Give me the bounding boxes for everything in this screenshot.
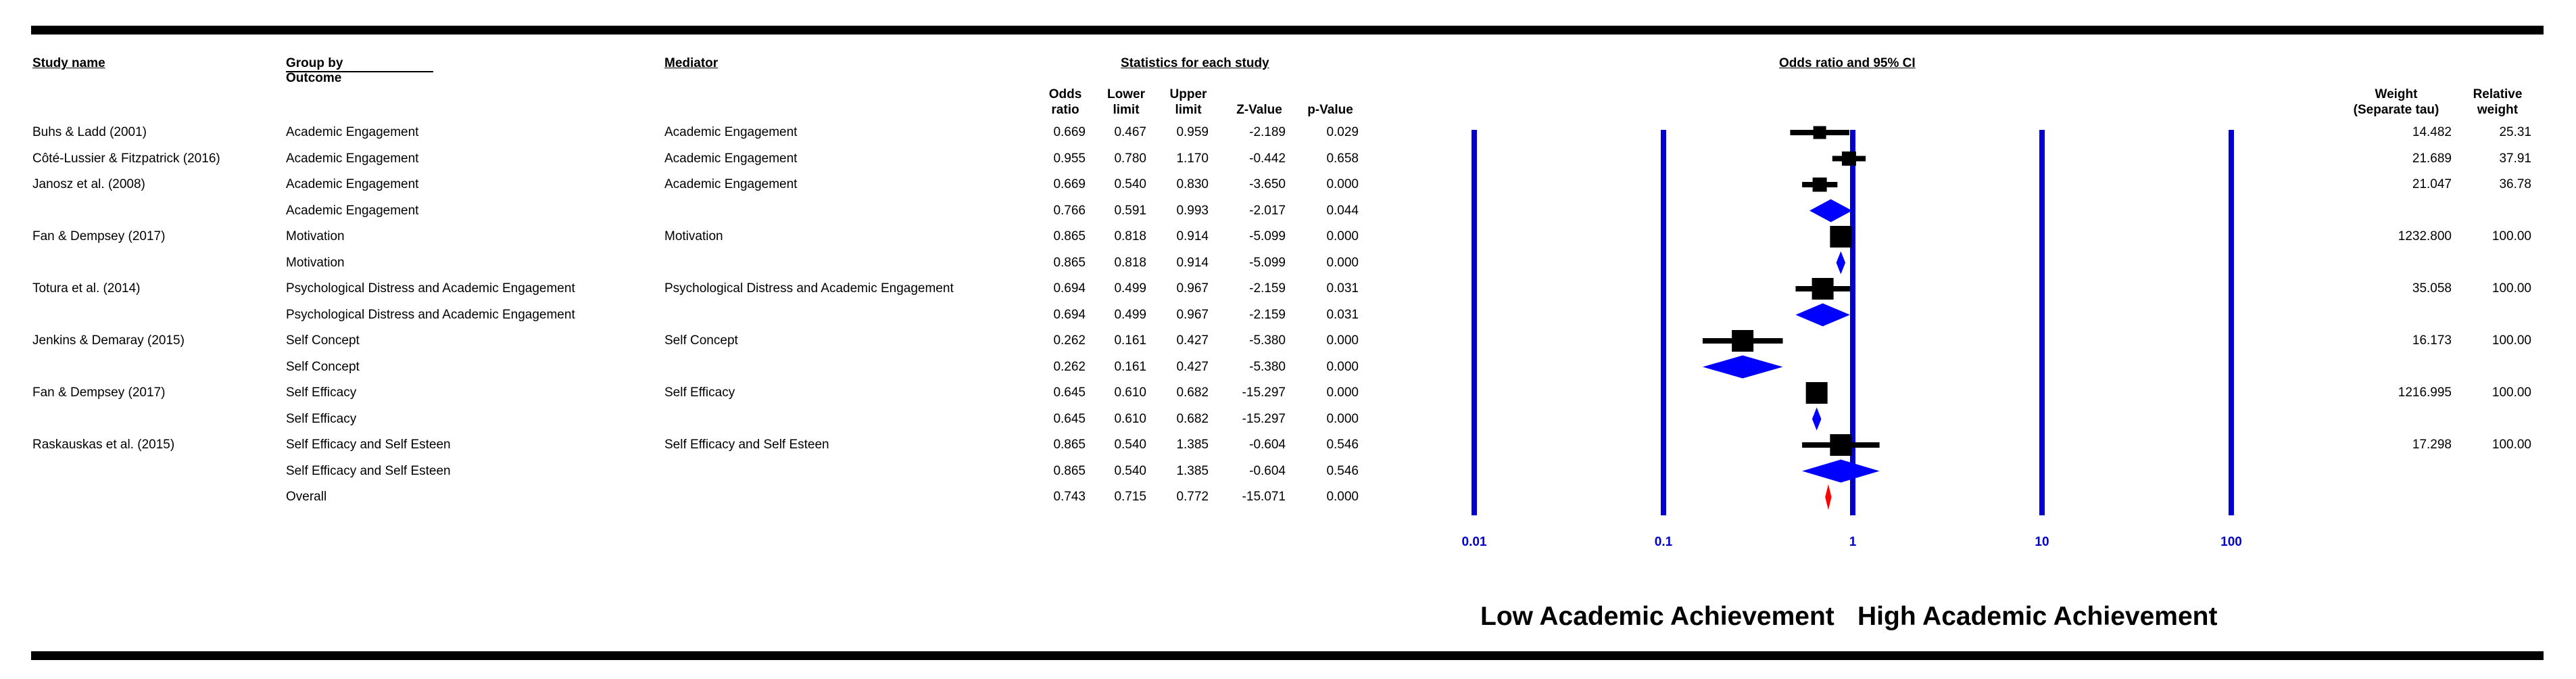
cell-outcome: Psychological Distress and Academic Engagement: [286, 307, 575, 322]
cell-odds-ratio: 0.865: [1053, 463, 1086, 478]
cell-study: Raskauskas et al. (2015): [32, 438, 175, 452]
gridline: [2229, 130, 2234, 515]
cell-outcome: Academic Engagement: [286, 125, 419, 139]
point-estimate: [1813, 178, 1827, 192]
cell-outcome: Motivation: [286, 229, 345, 243]
cell-lower-limit: 0.540: [1114, 438, 1146, 452]
cell-p-value: 0.658: [1326, 151, 1359, 166]
cell-p-value: 0.000: [1326, 255, 1359, 270]
cell-relative-weight: 100.00: [2492, 333, 2531, 348]
cell-odds-ratio: 0.645: [1053, 385, 1086, 400]
cell-relative-weight: 100.00: [2492, 229, 2531, 243]
cell-p-value: 0.000: [1326, 411, 1359, 426]
cell-weight: 17.298: [2412, 438, 2452, 452]
cell-odds-ratio: 0.865: [1053, 255, 1086, 270]
cell-weight: 16.173: [2412, 333, 2452, 348]
cell-outcome: Academic Engagement: [286, 177, 419, 191]
cell-odds-ratio: 0.694: [1053, 281, 1086, 296]
cell-p-value: 0.546: [1326, 438, 1359, 452]
header-weight: Weight (Separate tau): [2353, 87, 2439, 117]
header-group-by-label: Group by: [286, 56, 433, 72]
cell-upper-limit: 0.959: [1176, 125, 1209, 139]
cell-mediator: Academic Engagement: [664, 125, 798, 139]
cell-p-value: 0.031: [1326, 307, 1359, 322]
cell-outcome: Self Efficacy and Self Esteen: [286, 463, 451, 478]
cell-lower-limit: 0.499: [1114, 307, 1146, 322]
cell-weight: 21.689: [2412, 151, 2452, 166]
cell-study: Buhs & Ladd (2001): [32, 125, 147, 139]
cell-relative-weight: 100.00: [2492, 438, 2531, 452]
cell-z-value: -5.099: [1249, 229, 1286, 243]
cell-z-value: -2.159: [1249, 281, 1286, 296]
cell-lower-limit: 0.161: [1114, 359, 1146, 374]
cell-weight: 35.058: [2412, 281, 2452, 296]
cell-z-value: -2.159: [1249, 307, 1286, 322]
cell-relative-weight: 36.78: [2499, 177, 2531, 191]
cell-weight: 1232.800: [2398, 229, 2452, 243]
cell-mediator: Psychological Distress and Academic Engagement: [664, 281, 954, 296]
cell-p-value: 0.000: [1326, 229, 1359, 243]
cell-mediator: Academic Engagement: [664, 151, 798, 166]
cell-outcome: Self Efficacy: [286, 385, 357, 400]
point-estimate: [1812, 278, 1834, 300]
point-estimate: [1806, 382, 1828, 404]
subtotal-diamond: [1795, 304, 1849, 327]
cell-lower-limit: 0.161: [1114, 333, 1146, 348]
gridline: [1661, 130, 1666, 515]
cell-study: Fan & Dempsey (2017): [32, 229, 166, 243]
cell-relative-weight: 25.31: [2499, 125, 2531, 139]
cell-odds-ratio: 0.669: [1053, 125, 1086, 139]
header-study-name: Study name: [32, 56, 105, 70]
cell-odds-ratio: 0.262: [1053, 359, 1086, 374]
cell-upper-limit: 0.914: [1176, 229, 1209, 243]
bottom-rule: [31, 651, 2544, 660]
cell-mediator: Self Efficacy: [664, 385, 735, 400]
header-odds-ratio: Odds ratio: [1048, 87, 1082, 117]
cell-odds-ratio: 0.865: [1053, 229, 1086, 243]
cell-upper-limit: 0.967: [1176, 281, 1209, 296]
gridline: [1850, 130, 1855, 515]
cell-relative-weight: 100.00: [2492, 281, 2531, 296]
header-p-value: p-Value: [1307, 103, 1353, 117]
header-upper-limit: Upper limit: [1169, 87, 1207, 117]
cell-study: Côté-Lussier & Fitzpatrick (2016): [32, 151, 220, 166]
cell-upper-limit: 1.385: [1176, 438, 1209, 452]
header-lower-limit: Lower limit: [1107, 87, 1145, 117]
cell-p-value: 0.000: [1326, 177, 1359, 191]
cell-p-value: 0.044: [1326, 203, 1359, 218]
cell-mediator: Motivation: [664, 229, 723, 243]
cell-z-value: -15.071: [1242, 490, 1286, 504]
cell-outcome: Self Efficacy: [286, 411, 357, 426]
cell-upper-limit: 0.427: [1176, 359, 1209, 374]
cell-odds-ratio: 0.262: [1053, 333, 1086, 348]
subtotal-diamond: [1837, 252, 1845, 275]
point-estimate: [1830, 226, 1851, 248]
cell-lower-limit: 0.818: [1114, 255, 1146, 270]
x-tick-label: 0.1: [1654, 535, 1673, 549]
subtotal-diamond: [1802, 460, 1880, 483]
cell-outcome: Self Concept: [286, 359, 360, 374]
subtotal-diamond: [1812, 408, 1822, 431]
cell-lower-limit: 0.818: [1114, 229, 1146, 243]
cell-z-value: -5.380: [1249, 359, 1286, 374]
point-estimate: [1842, 151, 1856, 166]
cell-upper-limit: 0.914: [1176, 255, 1209, 270]
cell-z-value: -3.650: [1249, 177, 1286, 191]
cell-p-value: 0.000: [1326, 333, 1359, 348]
cell-outcome: Self Efficacy and Self Esteen: [286, 438, 451, 452]
cell-p-value: 0.546: [1326, 463, 1359, 478]
cell-study: Janosz et al. (2008): [32, 177, 145, 191]
cell-outcome: Academic Engagement: [286, 151, 419, 166]
point-estimate: [1732, 330, 1753, 352]
cell-mediator: Self Concept: [664, 333, 738, 348]
cell-lower-limit: 0.467: [1114, 125, 1146, 139]
cell-z-value: -5.380: [1249, 333, 1286, 348]
cell-upper-limit: 0.772: [1176, 490, 1209, 504]
cell-z-value: -0.604: [1249, 463, 1286, 478]
gridline: [2039, 130, 2045, 515]
cell-upper-limit: 0.967: [1176, 307, 1209, 322]
cell-mediator: Self Efficacy and Self Esteen: [664, 438, 829, 452]
cell-relative-weight: 37.91: [2499, 151, 2531, 166]
cell-weight: 21.047: [2412, 177, 2452, 191]
cell-lower-limit: 0.715: [1114, 490, 1146, 504]
cell-z-value: -15.297: [1242, 411, 1286, 426]
axis-label-low: Low Academic Achievement: [1480, 602, 1834, 631]
cell-outcome: Psychological Distress and Academic Engagement: [286, 281, 575, 296]
cell-p-value: 0.000: [1326, 359, 1359, 374]
header-mediator: Mediator: [664, 56, 719, 70]
x-tick-label: 1: [1849, 535, 1857, 549]
cell-upper-limit: 0.682: [1176, 385, 1209, 400]
header-statistics: Statistics for each study: [1121, 56, 1269, 70]
cell-outcome: Overall: [286, 490, 327, 504]
cell-lower-limit: 0.540: [1114, 177, 1146, 191]
cell-z-value: -0.442: [1249, 151, 1286, 166]
cell-upper-limit: 1.385: [1176, 463, 1209, 478]
cell-odds-ratio: 0.955: [1053, 151, 1086, 166]
cell-z-value: -15.297: [1242, 385, 1286, 400]
cell-p-value: 0.029: [1326, 125, 1359, 139]
cell-odds-ratio: 0.766: [1053, 203, 1086, 218]
cell-outcome: Motivation: [286, 255, 345, 270]
cell-lower-limit: 0.780: [1114, 151, 1146, 166]
point-estimate: [1830, 434, 1851, 456]
cell-z-value: -2.017: [1249, 203, 1286, 218]
x-tick-label: 100: [2220, 535, 2242, 549]
cell-upper-limit: 0.427: [1176, 333, 1209, 348]
cell-odds-ratio: 0.743: [1053, 490, 1086, 504]
cell-upper-limit: 1.170: [1176, 151, 1209, 166]
x-tick-label: 10: [2035, 535, 2049, 549]
axis-label-high: High Academic Achievement: [1857, 602, 2218, 631]
cell-odds-ratio: 0.669: [1053, 177, 1086, 191]
cell-lower-limit: 0.610: [1114, 385, 1146, 400]
cell-odds-ratio: 0.865: [1053, 438, 1086, 452]
cell-z-value: -0.604: [1249, 438, 1286, 452]
x-tick-label: 0.01: [1461, 535, 1487, 549]
cell-odds-ratio: 0.694: [1053, 307, 1086, 322]
cell-upper-limit: 0.682: [1176, 411, 1209, 426]
header-outcome: Outcome: [286, 71, 342, 85]
cell-odds-ratio: 0.645: [1053, 411, 1086, 426]
gridline: [1472, 130, 1477, 515]
header-z-value: Z-Value: [1236, 103, 1282, 117]
cell-lower-limit: 0.591: [1114, 203, 1146, 218]
cell-outcome: Self Concept: [286, 333, 360, 348]
cell-upper-limit: 0.993: [1176, 203, 1209, 218]
cell-weight: 14.482: [2412, 125, 2452, 139]
header-relative-weight: Relative weight: [2473, 87, 2523, 117]
cell-lower-limit: 0.499: [1114, 281, 1146, 296]
cell-study: Fan & Dempsey (2017): [32, 385, 166, 400]
subtotal-diamond: [1809, 200, 1852, 223]
cell-outcome: Academic Engagement: [286, 203, 419, 218]
subtotal-diamond: [1703, 356, 1783, 379]
cell-lower-limit: 0.540: [1114, 463, 1146, 478]
cell-mediator: Academic Engagement: [664, 177, 798, 191]
cell-study: Totura et al. (2014): [32, 281, 141, 296]
overall-diamond: [1825, 484, 1831, 510]
cell-lower-limit: 0.610: [1114, 411, 1146, 426]
header-odds-ratio-ci: Odds ratio and 95% CI: [1779, 56, 1916, 70]
cell-upper-limit: 0.830: [1176, 177, 1209, 191]
cell-weight: 1216.995: [2398, 385, 2452, 400]
cell-relative-weight: 100.00: [2492, 385, 2531, 400]
cell-p-value: 0.000: [1326, 490, 1359, 504]
cell-z-value: -2.189: [1249, 125, 1286, 139]
cell-study: Jenkins & Demaray (2015): [32, 333, 185, 348]
cell-p-value: 0.000: [1326, 385, 1359, 400]
cell-z-value: -5.099: [1249, 255, 1286, 270]
cell-p-value: 0.031: [1326, 281, 1359, 296]
point-estimate: [1814, 126, 1826, 139]
